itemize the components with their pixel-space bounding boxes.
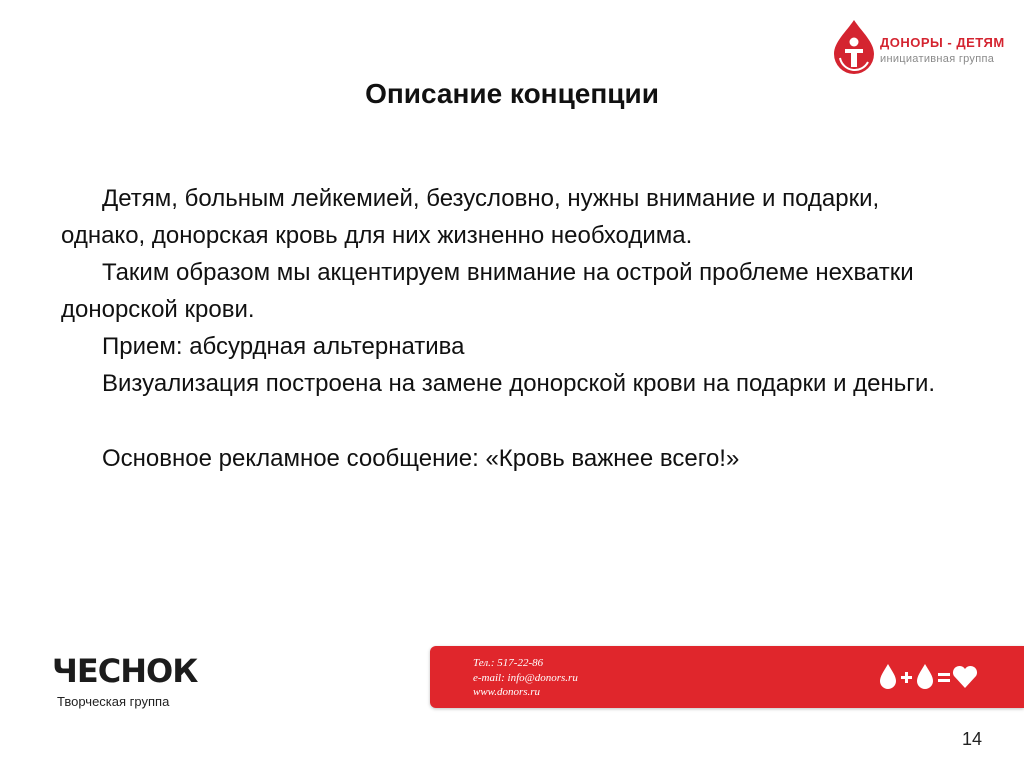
- equals-icon: [938, 673, 950, 682]
- paragraph: Таким образом мы акцентируем внимание на острой проблеме нехватки донорской крови.: [61, 259, 914, 323]
- paragraph: Визуализация построена на замене донорской крови на подарки и деньги.: [102, 370, 936, 397]
- paragraph: Прием: абсурдная альтернатива: [102, 333, 465, 360]
- page-number: 14: [962, 729, 983, 749]
- logo-subtitle: инициативная группа: [880, 53, 995, 65]
- body-text: [61, 180, 966, 477]
- heart-icon: [953, 666, 977, 688]
- donors-logo: [832, 18, 1012, 74]
- contact-phone: Тел.: 517-22-86: [473, 657, 544, 669]
- contact-info: [473, 656, 578, 700]
- key-message: Основное рекламное сообщение: «Кровь важнее всего!»: [102, 445, 740, 472]
- blood-drop-person-icon: [832, 18, 876, 74]
- paragraph: Детям, больным лейкемией, безусловно, нужны внимание и подарки, однако, донорская кровь для них жизненно необходима.: [61, 185, 880, 249]
- drop-icon: [917, 664, 933, 689]
- page-title: Описание концепции: [365, 78, 659, 109]
- chesnok-logo: [52, 652, 202, 712]
- logo-title: ДОНОРЫ - ДЕТЯМ: [880, 35, 1005, 50]
- agency-caption: Творческая группа: [57, 694, 170, 709]
- contact-banner: [430, 646, 1024, 708]
- contact-email: e-mail: info@donors.ru: [473, 671, 578, 684]
- contact-site: www.donors.ru: [473, 686, 541, 698]
- drop-icon: [880, 664, 896, 689]
- drop-plus-drop-equals-heart: [878, 662, 988, 690]
- plus-icon: [901, 672, 912, 683]
- agency-wordmark: ЧЕСНОК: [52, 652, 198, 690]
